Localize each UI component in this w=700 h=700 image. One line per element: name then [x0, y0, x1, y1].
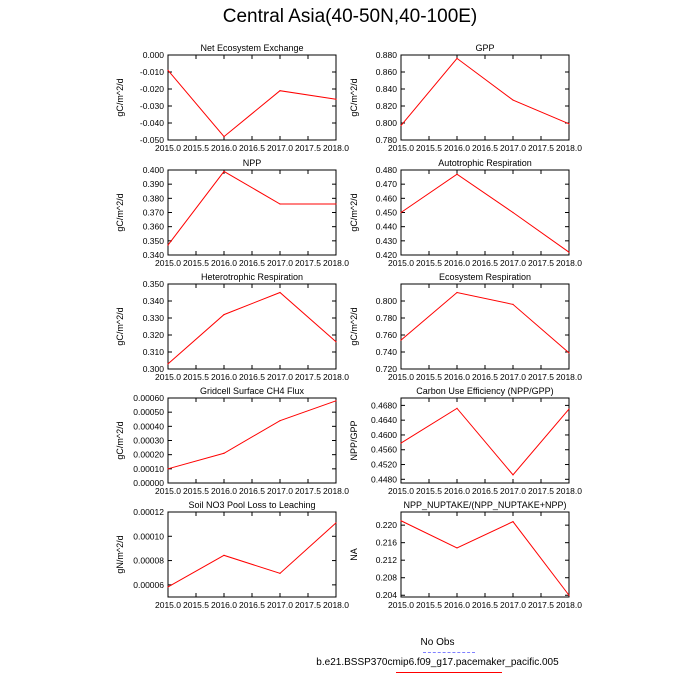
y-tick-label: 0.4480: [371, 474, 397, 485]
y-tick-label: 0.440: [375, 221, 397, 232]
x-tick-label: 2016.0: [444, 372, 470, 382]
data-point: [223, 555, 224, 556]
x-tick-label: 2017.0: [267, 143, 293, 153]
panel-5: [349, 272, 582, 382]
data-point: [223, 453, 224, 454]
y-axis-label: gC/m^2/d: [349, 307, 359, 346]
x-tick-label: 2017.5: [528, 372, 554, 382]
y-tick-label: 0.4600: [371, 429, 397, 440]
y-tick-label: 0.340: [142, 296, 164, 306]
y-tick-label: 0.720: [375, 364, 397, 374]
panel-6: [115, 386, 349, 496]
y-tick-label: 0.350: [142, 279, 164, 289]
data-point: [279, 90, 280, 91]
data-point: [568, 352, 569, 353]
x-tick-label: 2017.5: [295, 486, 321, 496]
y-axis-label: gC/m^2/d: [115, 421, 125, 460]
panel-frame: [168, 284, 336, 369]
y-tick-label: 0.212: [375, 555, 397, 566]
y-axis-label: gC/m^2/d: [349, 193, 359, 232]
y-tick-label: 0.00020: [133, 449, 164, 460]
x-tick-label: 2017.5: [295, 258, 321, 268]
data-point: [223, 171, 224, 172]
x-tick-label: 2017.0: [267, 486, 293, 496]
x-tick-label: 2016.5: [239, 486, 265, 496]
y-tick-label: 0.00012: [133, 507, 164, 517]
data-point: [512, 521, 513, 522]
y-tick-label: 0.204: [375, 590, 397, 601]
series-line-0: [168, 523, 336, 587]
x-tick-label: 2015.0: [388, 600, 414, 610]
x-tick-label: 2015.5: [416, 143, 442, 153]
y-tick-label: -0.050: [139, 135, 164, 145]
panel-title: NPP_NUPTAKE/(NPP_NUPTAKE+NPP): [403, 500, 567, 510]
data-point: [167, 468, 168, 469]
x-tick-label: 2018.0: [323, 486, 349, 496]
data-point: [512, 304, 513, 305]
x-tick-label: 2017.0: [267, 372, 293, 382]
series-line-0: [168, 293, 336, 364]
x-tick-label: 2015.5: [416, 486, 442, 496]
data-point: [400, 212, 401, 213]
y-axis-label: gC/m^2/d: [115, 307, 125, 346]
y-tick-label: 0.4640: [371, 415, 397, 426]
y-tick-label: 0.450: [375, 207, 397, 218]
data-point: [456, 292, 457, 293]
y-axis-label: gC/m^2/d: [349, 78, 359, 117]
series-line-0: [401, 408, 569, 475]
y-tick-label: 0.800: [375, 118, 397, 128]
x-tick-label: 2015.5: [183, 143, 209, 153]
data-point: [568, 252, 569, 253]
legend-case-label: b.e21.BSSP370cmip6.f09_g17.pacemaker_pacific.005: [316, 657, 559, 668]
data-point: [279, 203, 280, 204]
legend-obs-line: [423, 652, 475, 653]
y-tick-label: 0.420: [375, 250, 397, 260]
x-tick-label: 2016.5: [472, 486, 498, 496]
y-tick-label: 0.4680: [371, 400, 397, 411]
x-tick-label: 2015.5: [183, 600, 209, 610]
data-point: [456, 408, 457, 409]
data-point: [279, 573, 280, 574]
y-tick-label: 0.860: [375, 67, 397, 77]
series-line-0: [401, 174, 569, 252]
x-tick-label: 2015.0: [388, 258, 414, 268]
x-tick-label: 2016.0: [211, 600, 237, 610]
y-tick-label: 0.780: [375, 313, 397, 323]
legend-obs-label: No Obs: [420, 637, 455, 648]
y-tick-label: 0.00060: [133, 393, 164, 403]
panel-frame: [168, 55, 336, 140]
series-line-0: [168, 401, 336, 469]
panel-title: Carbon Use Efficiency (NPP/GPP): [416, 386, 554, 396]
panel-2: [115, 158, 349, 268]
data-point: [279, 292, 280, 293]
y-tick-label: 0.330: [142, 313, 164, 323]
y-tick-label: 0.4520: [371, 459, 397, 470]
x-tick-label: 2017.0: [500, 372, 526, 382]
data-point: [456, 58, 457, 59]
data-point: [400, 125, 401, 126]
series-line-0: [401, 58, 569, 125]
panel-0: [115, 43, 349, 153]
panel-7: [349, 386, 582, 496]
y-tick-label: 0.460: [375, 193, 397, 204]
x-tick-label: 2015.0: [155, 486, 181, 496]
x-tick-label: 2017.5: [528, 486, 554, 496]
y-axis-label: gN/m^2/d: [115, 535, 125, 574]
x-tick-label: 2017.5: [528, 258, 554, 268]
x-tick-label: 2016.0: [211, 258, 237, 268]
x-tick-label: 2018.0: [556, 600, 582, 610]
y-tick-label: 0.208: [375, 572, 397, 583]
panel-title: Net Ecosystem Exchange: [200, 43, 304, 53]
data-point: [223, 136, 224, 137]
y-tick-label: -0.010: [139, 67, 164, 77]
data-point: [400, 520, 401, 521]
panel-9: [349, 500, 582, 610]
data-point: [335, 400, 336, 401]
data-point: [167, 586, 168, 587]
panel-title: Autotrophic Respiration: [438, 158, 532, 168]
panel-title: Heterotrophic Respiration: [200, 272, 304, 282]
data-point: [456, 174, 457, 175]
panel-frame: [401, 398, 569, 483]
y-tick-label: 0.4560: [371, 444, 397, 455]
y-tick-label: 0.820: [375, 101, 397, 111]
panel-frame: [168, 512, 336, 597]
x-tick-label: 2018.0: [556, 143, 582, 153]
panel-title: Soil NO3 Pool Loss to Leaching: [188, 500, 316, 510]
x-tick-label: 2015.5: [183, 486, 209, 496]
x-tick-label: 2017.0: [500, 258, 526, 268]
x-tick-label: 2018.0: [556, 372, 582, 382]
x-tick-label: 2016.0: [444, 486, 470, 496]
x-tick-label: 2015.5: [183, 372, 209, 382]
x-tick-label: 2016.0: [444, 258, 470, 268]
y-tick-label: 0.00010: [133, 463, 164, 474]
x-tick-label: 2016.5: [239, 258, 265, 268]
data-point: [223, 314, 224, 315]
x-tick-label: 2016.5: [472, 372, 498, 382]
panel-title: NPP: [242, 158, 262, 168]
y-axis-label: gC/m^2/d: [115, 78, 125, 117]
x-tick-label: 2018.0: [556, 258, 582, 268]
y-tick-label: 0.00040: [133, 421, 164, 432]
x-tick-label: 2016.5: [239, 372, 265, 382]
x-tick-label: 2016.5: [472, 258, 498, 268]
x-tick-label: 2015.0: [388, 143, 414, 153]
y-tick-label: 0.880: [375, 50, 397, 60]
y-tick-label: -0.020: [139, 84, 164, 94]
y-tick-label: 0.216: [375, 537, 397, 548]
panel-frame: [401, 512, 569, 597]
data-point: [568, 123, 569, 124]
x-tick-label: 2017.0: [500, 600, 526, 610]
data-point: [456, 547, 457, 548]
y-tick-label: 0.000: [142, 50, 164, 60]
y-tick-label: 0.310: [142, 347, 164, 357]
y-tick-label: 0.430: [375, 235, 397, 246]
panel-title: GPP: [475, 43, 495, 53]
x-tick-label: 2015.5: [416, 372, 442, 382]
x-tick-label: 2015.5: [183, 258, 209, 268]
data-point: [568, 595, 569, 596]
panel-frame: [401, 170, 569, 255]
x-tick-label: 2017.0: [267, 600, 293, 610]
y-tick-label: 0.220: [375, 520, 397, 531]
data-point: [512, 474, 513, 475]
data-point: [335, 341, 336, 342]
x-tick-label: 2016.5: [472, 600, 498, 610]
x-tick-label: 2017.0: [500, 143, 526, 153]
legend-case-line: [396, 672, 502, 673]
x-tick-label: 2016.0: [444, 143, 470, 153]
figure-title: Central Asia(40-50N,40-100E): [222, 6, 478, 27]
data-point: [568, 408, 569, 409]
y-tick-label: 0.740: [375, 347, 397, 357]
x-tick-label: 2017.5: [528, 600, 554, 610]
y-tick-label: 0.780: [375, 135, 397, 145]
panel-1: [349, 43, 582, 153]
data-point: [167, 70, 168, 71]
x-tick-label: 2017.5: [295, 143, 321, 153]
y-tick-label: 0.760: [375, 330, 397, 340]
x-tick-label: 2015.5: [416, 600, 442, 610]
x-tick-label: 2018.0: [323, 372, 349, 382]
y-tick-label: 0.00050: [133, 407, 164, 418]
y-tick-label: 0.320: [142, 330, 164, 340]
data-point: [335, 99, 336, 100]
x-tick-label: 2016.5: [472, 143, 498, 153]
y-tick-label: 0.00000: [133, 478, 164, 488]
y-tick-label: 0.00030: [133, 435, 164, 446]
data-point: [400, 442, 401, 443]
x-tick-label: 2016.5: [239, 600, 265, 610]
y-tick-label: 0.480: [375, 165, 397, 175]
x-tick-label: 2017.5: [295, 372, 321, 382]
data-point: [512, 212, 513, 213]
x-tick-label: 2015.0: [155, 258, 181, 268]
x-tick-label: 2015.0: [388, 486, 414, 496]
x-tick-label: 2015.0: [155, 600, 181, 610]
y-tick-label: 0.00010: [133, 531, 164, 542]
series-line-0: [168, 171, 336, 245]
panel-title: Gridcell Surface CH4 Flux: [199, 386, 305, 396]
data-point: [335, 522, 336, 523]
y-tick-label: 0.800: [375, 296, 397, 306]
y-tick-label: 0.340: [142, 250, 164, 260]
y-tick-label: 0.370: [142, 207, 164, 218]
x-tick-label: 2017.0: [500, 486, 526, 496]
y-tick-label: 0.00008: [133, 555, 164, 566]
y-tick-label: 0.350: [142, 235, 164, 246]
data-point: [167, 244, 168, 245]
x-tick-label: 2015.0: [388, 372, 414, 382]
panel-frame: [401, 284, 569, 369]
x-tick-label: 2015.0: [155, 143, 181, 153]
data-point: [167, 363, 168, 364]
panel-8: [115, 500, 349, 610]
y-tick-label: 0.300: [142, 364, 164, 374]
y-axis-label: NPP/GPP: [349, 420, 359, 461]
panel-3: [349, 158, 582, 268]
y-tick-label: -0.040: [139, 118, 164, 128]
x-tick-label: 2016.0: [211, 486, 237, 496]
x-tick-label: 2017.5: [528, 143, 554, 153]
x-tick-label: 2016.5: [239, 143, 265, 153]
y-tick-label: -0.030: [139, 101, 164, 111]
data-point: [279, 420, 280, 421]
x-tick-label: 2018.0: [323, 258, 349, 268]
data-point: [512, 99, 513, 100]
series-line-0: [168, 70, 336, 136]
panel-frame: [168, 398, 336, 483]
panel-frame: [401, 55, 569, 140]
y-tick-label: 0.380: [142, 193, 164, 204]
x-tick-label: 2015.0: [155, 372, 181, 382]
series-line-0: [401, 521, 569, 595]
y-tick-label: 0.470: [375, 179, 397, 190]
series-line-0: [401, 293, 569, 353]
data-point: [335, 203, 336, 204]
y-tick-label: 0.400: [142, 165, 164, 175]
x-tick-label: 2018.0: [323, 143, 349, 153]
panel-title: Ecosystem Respiration: [438, 272, 532, 282]
panel-4: [115, 272, 349, 382]
data-point: [400, 340, 401, 341]
x-tick-label: 2017.0: [267, 258, 293, 268]
y-axis-label: gC/m^2/d: [115, 193, 125, 232]
y-tick-label: 0.00006: [133, 579, 164, 590]
x-tick-label: 2015.5: [416, 258, 442, 268]
x-tick-label: 2016.0: [211, 372, 237, 382]
y-tick-label: 0.840: [375, 84, 397, 94]
x-tick-label: 2016.0: [211, 143, 237, 153]
x-tick-label: 2018.0: [323, 600, 349, 610]
y-tick-label: 0.360: [142, 221, 164, 232]
x-tick-label: 2018.0: [556, 486, 582, 496]
x-tick-label: 2017.5: [295, 600, 321, 610]
y-axis-label: NA: [349, 548, 359, 561]
y-tick-label: 0.390: [142, 179, 164, 190]
x-tick-label: 2016.0: [444, 600, 470, 610]
